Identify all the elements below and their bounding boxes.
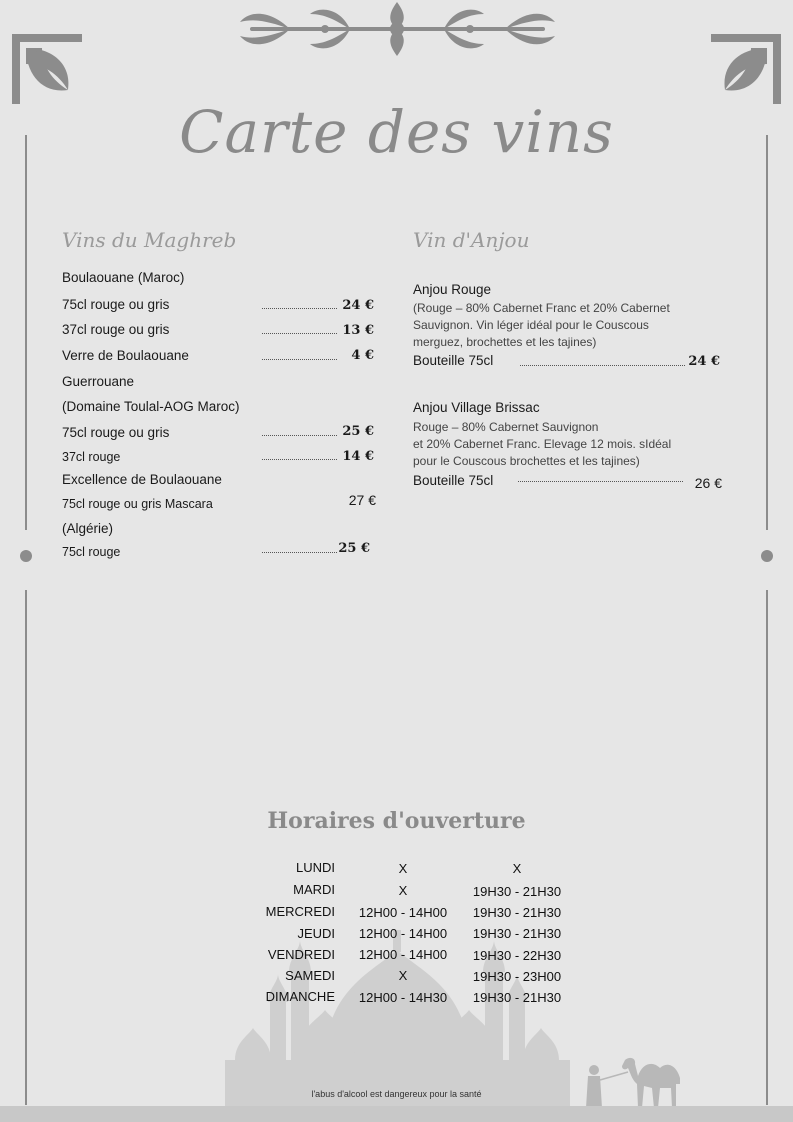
wine-item: 37cl rouge [62,450,121,464]
wine-bottle: Bouteille 75cl [413,473,494,488]
corner-ornament-left [12,34,82,104]
hours-evening: 19H30 - 21H30 [472,926,562,941]
wine-price: 26 € [694,475,722,491]
wine-item: 75cl rouge ou gris [62,425,170,440]
hours-evening: 19H30 - 23H00 [472,969,562,984]
corner-ornament-right [711,34,781,104]
wine-item: (Domaine Toulal-AOG Maroc) [62,399,240,414]
wine-description: Rouge – 80% Cabernet Sauvignon et 20% Cabernet Franc. Elevage 12 mois. sIdéal pour le Couscous brochettes et les tajines) [413,420,672,468]
wine-price: 24 € [688,354,720,369]
page-title: Carte des vins [179,98,614,166]
hours-midday: 12H00 - 14H00 [358,905,448,920]
wine-price: 4 € [351,348,374,363]
hours-day: JEUDI [297,926,335,941]
wine-item: Verre de Boulaouane [62,348,189,363]
hours-day: SAMEDI [285,968,335,983]
hours-day: LUNDI [295,860,335,875]
wine-name: Anjou Rouge [413,282,492,297]
wine-price: 25 € [338,541,370,556]
left-border-line-bottom [25,590,27,1105]
hours-evening: 19H30 - 22H30 [472,948,562,963]
wine-bottle: Bouteille 75cl [413,353,494,368]
section-heading-maghreb: Vins du Maghreb [62,228,237,252]
wine-price: 27 € [348,492,376,508]
hours-day: MERCREDI [265,904,335,919]
wine-item: 37cl rouge ou gris [62,322,170,337]
wine-price: 14 € [342,449,374,464]
left-border-dot [20,550,32,562]
price-leader [518,481,683,482]
health-warning: l'abus d'alcool est dangereux pour la santé [311,1089,482,1099]
left-border-line-top [25,135,27,530]
wine-item: Boulaouane (Maroc) [62,270,185,285]
wine-item: Excellence de Boulaouane [62,472,222,487]
wine-item: (Algérie) [62,521,114,536]
wine-item: 75cl rouge ou gris [62,297,170,312]
footer-band [0,1106,793,1122]
hours-day: MARDI [293,882,335,897]
hours-evening: 19H30 - 21H30 [472,990,562,1005]
hours-day: DIMANCHE [265,989,335,1004]
hours-evening: 19H30 - 21H30 [472,905,562,920]
hours-midday: X [398,968,408,983]
wine-description: (Rouge – 80% Cabernet Franc et 20% Cabernet Sauvignon. Vin léger idéal pour le Couscous merguez, brochettes et les tajines) [413,301,670,349]
hours-midday: 12H00 - 14H30 [358,990,448,1005]
right-border-dot [761,550,773,562]
right-border-line-bottom [766,590,768,1105]
hours-evening: 19H30 - 21H30 [472,884,562,899]
top-ornament [230,0,565,60]
hours-midday: X [398,861,408,876]
wine-price: 13 € [342,323,374,338]
camel-silhouette [580,1050,690,1110]
price-leader [520,365,685,366]
hours-midday: X [398,883,408,898]
right-border-line-top [766,135,768,530]
hours-day: VENDREDI [267,947,335,962]
wine-price: 25 € [342,424,374,439]
hours-heading: Horaires d'ouverture [267,808,526,834]
wine-price: 24 € [342,298,374,313]
hours-midday: 12H00 - 14H00 [358,947,448,962]
wine-item: 75cl rouge ou gris Mascara [62,497,213,511]
hours-midday: 12H00 - 14H00 [358,926,448,941]
wine-item: 75cl rouge [62,545,121,559]
section-heading-anjou: Vin d'Anjou [413,228,530,252]
wine-name: Anjou Village Brissac [413,400,540,415]
hours-evening: X [512,861,522,876]
wine-item: Guerrouane [62,374,135,389]
